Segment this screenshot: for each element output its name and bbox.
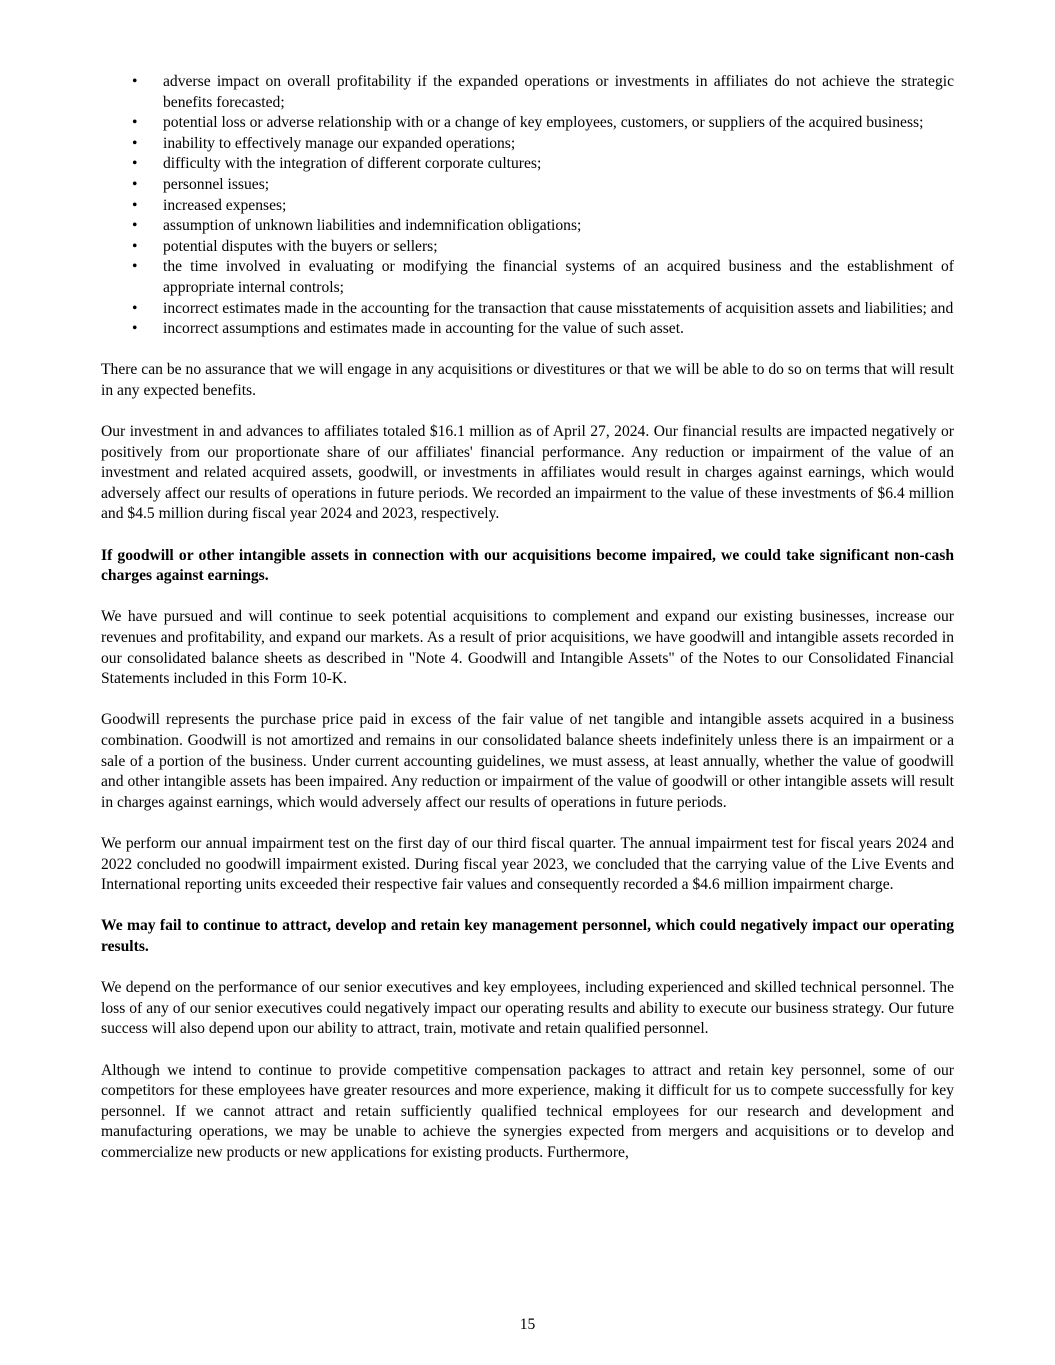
list-item: [101, 134, 954, 155]
list-item-text: incorrect estimates made in the accounting for the transaction that cause misstatements of acquisition assets and liabilities; and: [163, 299, 954, 317]
impairment-test-paragraph: We perform our annual impairment test on the first day of our third fiscal quarter. The annual impairment test for fiscal years 2024 and 2022 concluded no goodwill impairment existed. During fiscal year 2023, we concluded that the carrying value of the Live Events and International reporting units exceeded their respective fair values and consequently recorded a $4.6 million impairment charge.: [101, 834, 954, 894]
list-item-text: difficulty with the integration of different corporate cultures;: [163, 155, 542, 173]
assurance-paragraph: There can be no assurance that we will engage in any acquisitions or divestitures or that we will be able to do so on terms that will result in any expected benefits.: [101, 361, 954, 399]
list-item-text: potential disputes with the buyers or sellers;: [163, 237, 438, 255]
list-item: [101, 237, 954, 258]
list-item-text: personnel issues;: [163, 175, 270, 193]
bullet-icon: •: [132, 155, 138, 173]
list-item-text: the time involved in evaluating or modifying the financial systems of an acquired business and the establishment of appropriate internal controls;: [163, 258, 954, 296]
goodwill-definition-paragraph: Goodwill represents the purchase price paid in excess of the fair value of net tangible and intangible assets acquired in a business combination. Goodwill is not amortized and remains in our consolidated balance sheets indefinitely unless there is an impairment or a sale of a portion of the business. Under current accounting guidelines, we must assess, at least annually, whether the value of goodwill and other intangible assets has been impaired. Any reduction or impairment of the value of goodwill or other intangible assets will result in charges against earnings, which would adversely affect our results of operations in future periods.: [101, 711, 954, 811]
risk-bullet-list: [101, 72, 954, 340]
bullet-icon: •: [132, 320, 138, 338]
list-item: [101, 216, 954, 237]
list-item: [101, 257, 954, 298]
executives-paragraph: We depend on the performance of our senior executives and key employees, including experienced and skilled technical personnel. The loss of any of our senior executives could negatively impact our operating results and ability to execute our business strategy. Our future success will also depend upon our ability to attract, train, motivate and retain qualified personnel.: [101, 979, 954, 1038]
page-number: 15: [519, 1316, 536, 1333]
bullet-icon: •: [132, 217, 138, 235]
list-item: [101, 113, 954, 134]
list-item-text: potential loss or adverse relationship with or a change of key employees, customers, or suppliers of the acquired business;: [163, 114, 924, 132]
list-item: [101, 175, 954, 196]
personnel-risk-heading: We may fail to continue to attract, develop and retain key management personnel, which could negatively impact our operating results.: [101, 917, 954, 955]
acquisitions-paragraph: We have pursued and will continue to seek potential acquisitions to complement and expand our existing businesses, increase our revenues and profitability, and expand our markets. As a result of prior acquisitions, we have goodwill and intangible assets recorded in our consolidated balance sheets as described in "Note 4. Goodwill and Intangible Assets" of the Notes to our Consolidated Financial Statements included in this Form 10-K.: [101, 608, 954, 688]
bullet-icon: •: [132, 175, 138, 193]
list-item: [101, 154, 954, 175]
affiliates-investment-paragraph: Our investment in and advances to affiliates totaled $16.1 million as of April 27, 2024. Our financial results are impacted negatively or positively from our proportionate share of our affiliates' financial performance. Any reduction or impairment of the value of an investment and related acquired assets, goodwill, or investments in affiliates would result in charges against earnings, which would adversely affect our results of operations in future periods. We recorded an impairment to the value of these investments of $6.4 million and $4.5 million during fiscal year 2024 and 2023, respectively.: [101, 423, 954, 523]
bullet-icon: •: [132, 114, 138, 132]
bullet-icon: •: [132, 237, 138, 255]
goodwill-risk-heading: If goodwill or other intangible assets in connection with our acquisitions become impaired, we could take significant non-cash charges against earnings.: [101, 546, 954, 585]
list-item-text: increased expenses;: [163, 196, 287, 214]
bullet-icon: •: [132, 299, 138, 317]
list-item: [101, 299, 954, 320]
bullet-icon: •: [132, 258, 138, 276]
compensation-paragraph: Although we intend to continue to provide competitive compensation packages to attract and retain key personnel, some of our competitors for these employees have greater resources and more experience, making it difficult for us to compete successfully for key personnel. If we cannot attract and retain sufficiently qualified technical employees for our research and development and manufacturing operations, we may be unable to achieve the synergies expected from mergers and acquisitions or to develop and commercialize new products or new applications for existing products. Furthermore,: [101, 1061, 954, 1161]
bullet-icon: •: [132, 73, 138, 90]
list-item-text: incorrect assumptions and estimates made in accounting for the value of such asset.: [163, 320, 684, 338]
bullet-icon: •: [132, 134, 138, 152]
list-item: [101, 196, 954, 217]
document-page: [101, 72, 954, 1163]
list-item: [101, 72, 954, 113]
bullet-icon: •: [132, 196, 138, 214]
list-item: [101, 319, 954, 340]
list-item-text: inability to effectively manage our expanded operations;: [163, 134, 516, 152]
list-item-text: assumption of unknown liabilities and indemnification obligations;: [163, 217, 582, 235]
list-item-text: adverse impact on overall profitability if the expanded operations or investments in affiliates do not achieve the strategic benefits forecasted;: [163, 73, 954, 111]
